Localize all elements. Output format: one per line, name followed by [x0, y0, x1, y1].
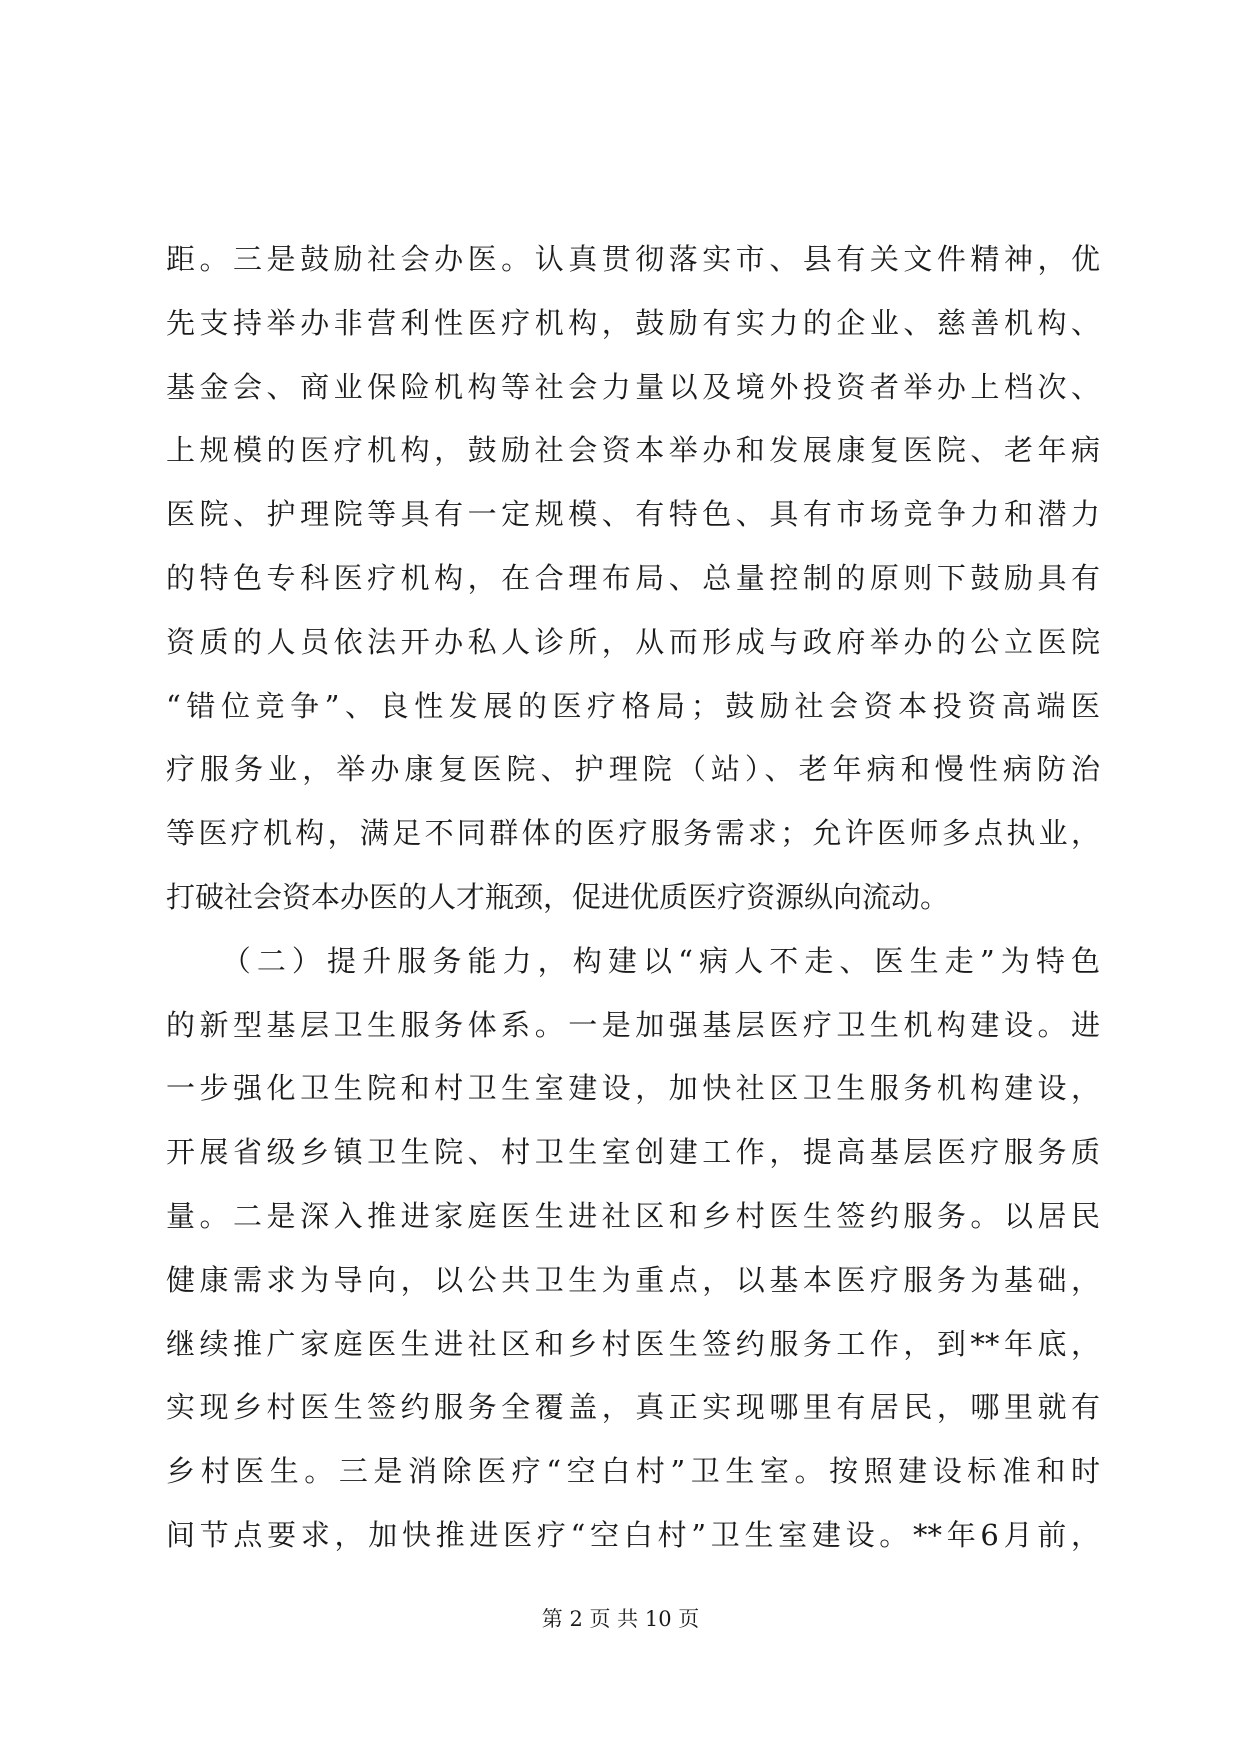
- text-line: 的特色专科医疗机构，在合理布局、总量控制的原则下鼓励具有: [166, 560, 1100, 595]
- text-line: 疗服务业，举办康复医院、护理院（站）、老年病和慢性病防治: [166, 752, 1100, 787]
- text-line: “错位竞争”、良性发展的医疗格局；鼓励社会资本投资高端医: [166, 688, 1100, 723]
- text-line: 一步强化卫生院和村卫生室建设，加快社区卫生服务机构建设，: [166, 1071, 1100, 1106]
- text-line: 乡村医生。三是消除医疗“空白村”卫生室。按照建设标准和时: [166, 1454, 1100, 1489]
- text-line: 先支持举办非营利性医疗机构，鼓励有实力的企业、慈善机构、: [166, 305, 1100, 340]
- text-line: 等医疗机构，满足不同群体的医疗服务需求；允许医师多点执业，: [166, 816, 1100, 851]
- text-line: 距。三是鼓励社会办医。认真贯彻落实市、县有关文件精神，优: [166, 242, 1100, 276]
- text-line: 医院、护理院等具有一定规模、有特色、具有市场竞争力和潜力: [166, 497, 1100, 532]
- text-line: 量。二是深入推进家庭医生进社区和乡村医生签约服务。以居民: [166, 1198, 1100, 1233]
- text-line: 实现乡村医生签约服务全覆盖，真正实现哪里有居民，哪里就有: [166, 1390, 1100, 1425]
- text-line: 继续推广家庭医生进社区和乡村医生签约服务工作，到**年底，: [166, 1326, 1100, 1361]
- section-heading-line: （二）提升服务能力，构建以“病人不走、医生走”为特色: [166, 943, 1100, 978]
- text-line: 的新型基层卫生服务体系。一是加强基层医疗卫生机构建设。进: [166, 1007, 1100, 1042]
- text-line: 健康需求为导向，以公共卫生为重点，以基本医疗服务为基础，: [166, 1262, 1100, 1297]
- paragraph-end-line: 打破社会资本办医的人才瓶颈，促进优质医疗资源纵向流动。: [166, 879, 950, 914]
- body-text: [166, 228, 1100, 1568]
- text-line: 资质的人员依法开办私人诊所，从而形成与政府举办的公立医院: [166, 624, 1100, 659]
- text-line: 开展省级乡镇卫生院、村卫生室创建工作，提高基层医疗服务质: [166, 1135, 1100, 1170]
- text-line: 间节点要求，加快推进医疗“空白村”卫生室建设。**年6月前，: [166, 1517, 1100, 1552]
- text-line: 基金会、商业保险机构等社会力量以及境外投资者举办上档次、: [166, 369, 1100, 404]
- page-number-footer: 第 2 页 共 10 页: [541, 1607, 700, 1631]
- text-line: 上规模的医疗机构，鼓励社会资本举办和发展康复医院、老年病: [166, 433, 1100, 468]
